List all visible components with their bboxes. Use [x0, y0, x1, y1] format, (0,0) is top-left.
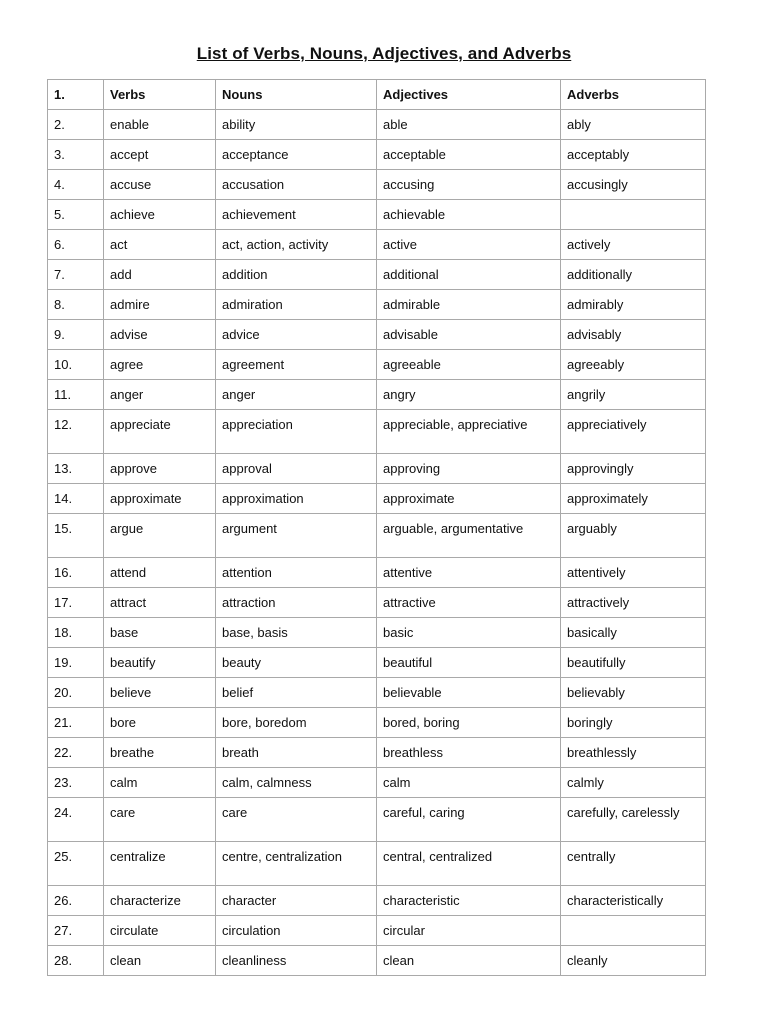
- noun-cell: breath: [216, 738, 377, 768]
- row-number: 12.: [48, 410, 104, 454]
- adjective-cell: angry: [377, 380, 561, 410]
- table-row: [48, 648, 706, 678]
- table-row: [48, 350, 706, 380]
- table-row: [48, 170, 706, 200]
- row-number: 20.: [48, 678, 104, 708]
- noun-cell: approval: [216, 454, 377, 484]
- verb-cell: accept: [104, 140, 216, 170]
- adverb-cell: approvingly: [561, 454, 706, 484]
- adjective-cell: admirable: [377, 290, 561, 320]
- adverb-cell: attentively: [561, 558, 706, 588]
- adjective-cell: attentive: [377, 558, 561, 588]
- noun-cell: act, action, activity: [216, 230, 377, 260]
- table-row: [48, 200, 706, 230]
- noun-cell: attention: [216, 558, 377, 588]
- verb-cell: agree: [104, 350, 216, 380]
- table-row: [48, 230, 706, 260]
- adverb-cell: centrally: [561, 842, 706, 886]
- adjective-cell: beautiful: [377, 648, 561, 678]
- adjective-cell: attractive: [377, 588, 561, 618]
- row-number: 15.: [48, 514, 104, 558]
- table-row: [48, 842, 706, 886]
- verb-cell: attend: [104, 558, 216, 588]
- adverb-cell: breathlessly: [561, 738, 706, 768]
- noun-cell: advice: [216, 320, 377, 350]
- adverb-cell: actively: [561, 230, 706, 260]
- adverb-cell: additionally: [561, 260, 706, 290]
- row-number: 21.: [48, 708, 104, 738]
- adjective-cell: characteristic: [377, 886, 561, 916]
- adverb-cell: basically: [561, 618, 706, 648]
- table-row: [48, 110, 706, 140]
- adverb-cell: cleanly: [561, 946, 706, 976]
- table-row: [48, 320, 706, 350]
- adjective-cell: breathless: [377, 738, 561, 768]
- row-number: 10.: [48, 350, 104, 380]
- row-number: 6.: [48, 230, 104, 260]
- verb-cell: act: [104, 230, 216, 260]
- table-row: [48, 290, 706, 320]
- noun-cell: character: [216, 886, 377, 916]
- adverb-cell: ably: [561, 110, 706, 140]
- noun-cell: beauty: [216, 648, 377, 678]
- row-number: 13.: [48, 454, 104, 484]
- row-number: 8.: [48, 290, 104, 320]
- table-header-row: [48, 80, 706, 110]
- verb-cell: admire: [104, 290, 216, 320]
- table-row: [48, 946, 706, 976]
- table-row: [48, 514, 706, 558]
- adjective-cell: basic: [377, 618, 561, 648]
- noun-cell: calm, calmness: [216, 768, 377, 798]
- verb-cell: believe: [104, 678, 216, 708]
- adjective-cell: active: [377, 230, 561, 260]
- table-row: [48, 708, 706, 738]
- noun-cell: cleanliness: [216, 946, 377, 976]
- noun-cell: acceptance: [216, 140, 377, 170]
- adjective-cell: arguable, argumentative: [377, 514, 561, 558]
- adjective-cell: agreeable: [377, 350, 561, 380]
- row-number: 18.: [48, 618, 104, 648]
- row-number: 4.: [48, 170, 104, 200]
- adverb-cell: boringly: [561, 708, 706, 738]
- adjective-cell: approximate: [377, 484, 561, 514]
- header-verbs: Verbs: [104, 80, 216, 110]
- row-number: 7.: [48, 260, 104, 290]
- verb-cell: anger: [104, 380, 216, 410]
- verb-cell: beautify: [104, 648, 216, 678]
- adverb-cell: [561, 200, 706, 230]
- adjective-cell: acceptable: [377, 140, 561, 170]
- table-row: [48, 738, 706, 768]
- adjective-cell: approving: [377, 454, 561, 484]
- adjective-cell: appreciable, appreciative: [377, 410, 561, 454]
- noun-cell: accusation: [216, 170, 377, 200]
- noun-cell: bore, boredom: [216, 708, 377, 738]
- header-nouns: Nouns: [216, 80, 377, 110]
- verb-cell: breathe: [104, 738, 216, 768]
- noun-cell: base, basis: [216, 618, 377, 648]
- row-number: 23.: [48, 768, 104, 798]
- table-row: [48, 916, 706, 946]
- adverb-cell: advisably: [561, 320, 706, 350]
- table-row: [48, 454, 706, 484]
- adverb-cell: beautifully: [561, 648, 706, 678]
- noun-cell: addition: [216, 260, 377, 290]
- verb-cell: appreciate: [104, 410, 216, 454]
- row-number: 19.: [48, 648, 104, 678]
- verb-cell: base: [104, 618, 216, 648]
- table-row: [48, 260, 706, 290]
- adverb-cell: [561, 916, 706, 946]
- noun-cell: centre, centralization: [216, 842, 377, 886]
- row-number: 16.: [48, 558, 104, 588]
- adjective-cell: circular: [377, 916, 561, 946]
- adverb-cell: attractively: [561, 588, 706, 618]
- verb-cell: advise: [104, 320, 216, 350]
- adjective-cell: believable: [377, 678, 561, 708]
- adverb-cell: accusingly: [561, 170, 706, 200]
- verb-cell: care: [104, 798, 216, 842]
- verb-cell: bore: [104, 708, 216, 738]
- adverb-cell: carefully, carelessly: [561, 798, 706, 842]
- adjective-cell: achievable: [377, 200, 561, 230]
- row-number: 25.: [48, 842, 104, 886]
- noun-cell: circulation: [216, 916, 377, 946]
- noun-cell: ability: [216, 110, 377, 140]
- verb-cell: attract: [104, 588, 216, 618]
- verb-cell: centralize: [104, 842, 216, 886]
- row-number: 28.: [48, 946, 104, 976]
- page-title: List of Verbs, Nouns, Adjectives, and Adverbs: [196, 44, 572, 63]
- header-number: 1.: [48, 80, 104, 110]
- verb-cell: enable: [104, 110, 216, 140]
- verb-cell: characterize: [104, 886, 216, 916]
- table-row: [48, 618, 706, 648]
- adjective-cell: central, centralized: [377, 842, 561, 886]
- table-row: [48, 484, 706, 514]
- verb-cell: approve: [104, 454, 216, 484]
- header-adverbs: Adverbs: [561, 80, 706, 110]
- adjective-cell: clean: [377, 946, 561, 976]
- adverb-cell: angrily: [561, 380, 706, 410]
- word-forms-table: [47, 79, 706, 976]
- noun-cell: anger: [216, 380, 377, 410]
- verb-cell: add: [104, 260, 216, 290]
- table-row: [48, 886, 706, 916]
- adverb-cell: agreeably: [561, 350, 706, 380]
- noun-cell: attraction: [216, 588, 377, 618]
- table-row: [48, 678, 706, 708]
- row-number: 9.: [48, 320, 104, 350]
- row-number: 5.: [48, 200, 104, 230]
- adjective-cell: accusing: [377, 170, 561, 200]
- verb-cell: circulate: [104, 916, 216, 946]
- adverb-cell: characteristically: [561, 886, 706, 916]
- noun-cell: appreciation: [216, 410, 377, 454]
- adjective-cell: able: [377, 110, 561, 140]
- row-number: 24.: [48, 798, 104, 842]
- table-row: [48, 768, 706, 798]
- adverb-cell: appreciatively: [561, 410, 706, 454]
- noun-cell: argument: [216, 514, 377, 558]
- verb-cell: accuse: [104, 170, 216, 200]
- noun-cell: belief: [216, 678, 377, 708]
- verb-cell: argue: [104, 514, 216, 558]
- verb-cell: clean: [104, 946, 216, 976]
- row-number: 27.: [48, 916, 104, 946]
- adverb-cell: believably: [561, 678, 706, 708]
- row-number: 22.: [48, 738, 104, 768]
- noun-cell: achievement: [216, 200, 377, 230]
- table-row: [48, 558, 706, 588]
- table-row: [48, 588, 706, 618]
- adverb-cell: arguably: [561, 514, 706, 558]
- row-number: 26.: [48, 886, 104, 916]
- row-number: 2.: [48, 110, 104, 140]
- adverb-cell: admirably: [561, 290, 706, 320]
- adverb-cell: approximately: [561, 484, 706, 514]
- verb-cell: approximate: [104, 484, 216, 514]
- table-row: [48, 798, 706, 842]
- noun-cell: admiration: [216, 290, 377, 320]
- adjective-cell: additional: [377, 260, 561, 290]
- row-number: 14.: [48, 484, 104, 514]
- noun-cell: care: [216, 798, 377, 842]
- row-number: 3.: [48, 140, 104, 170]
- noun-cell: agreement: [216, 350, 377, 380]
- table-row: [48, 380, 706, 410]
- row-number: 11.: [48, 380, 104, 410]
- adjective-cell: bored, boring: [377, 708, 561, 738]
- row-number: 17.: [48, 588, 104, 618]
- adjective-cell: careful, caring: [377, 798, 561, 842]
- adjective-cell: advisable: [377, 320, 561, 350]
- header-adjectives: Adjectives: [377, 80, 561, 110]
- table-row: [48, 410, 706, 454]
- adjective-cell: calm: [377, 768, 561, 798]
- verb-cell: achieve: [104, 200, 216, 230]
- noun-cell: approximation: [216, 484, 377, 514]
- adverb-cell: acceptably: [561, 140, 706, 170]
- verb-cell: calm: [104, 768, 216, 798]
- adverb-cell: calmly: [561, 768, 706, 798]
- table-row: [48, 140, 706, 170]
